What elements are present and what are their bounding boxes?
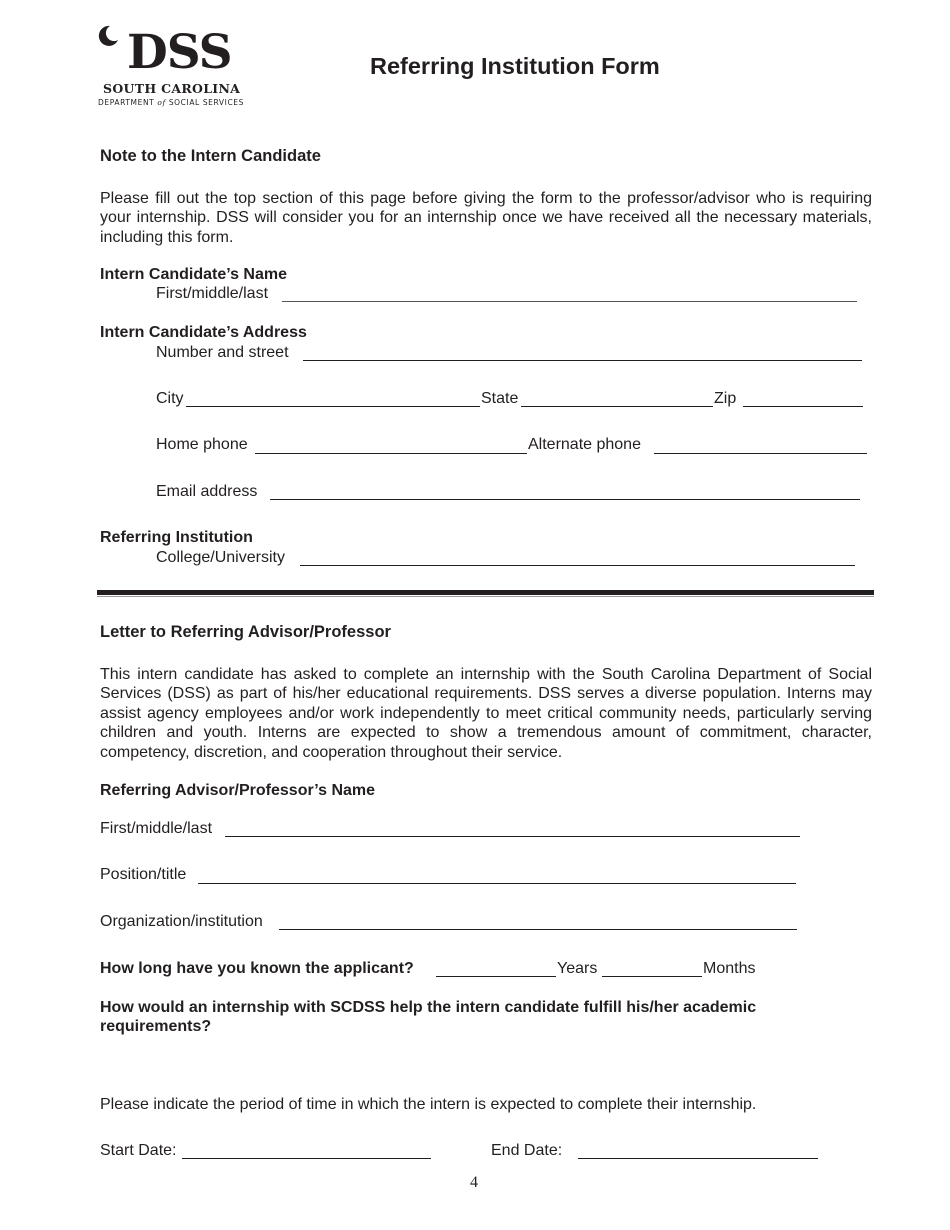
- page-number: 4: [470, 1174, 478, 1191]
- advisor-position-field[interactable]: [198, 883, 796, 884]
- page-title: Referring Institution Form: [370, 53, 660, 79]
- note-body: Please fill out the top section of this page before giving the form to the professor/advisor who is requiring your internship. DSS will consider you for an internship once we have received all the necessary materials, including this form.: [100, 190, 872, 246]
- advisor-name-field[interactable]: [225, 836, 800, 837]
- candidate-name-label: First/middle/last: [156, 285, 269, 302]
- home-phone-field[interactable]: [255, 453, 527, 454]
- advisor-organization-field[interactable]: [279, 929, 797, 930]
- advisor-organization-label: Organization/institution: [100, 913, 263, 930]
- logo-department-pre: DEPARTMENT: [98, 98, 155, 107]
- email-field[interactable]: [270, 499, 860, 500]
- dss-logo: [96, 24, 266, 110]
- city-field[interactable]: [186, 406, 480, 407]
- months-label: Months: [703, 960, 756, 977]
- logo-department: [98, 98, 244, 107]
- period-instruction: Please indicate the period of time in which the intern is expected to complete their internship.: [100, 1096, 757, 1113]
- candidate-address-heading: Intern Candidate’s Address: [100, 324, 307, 341]
- letter-heading: Letter to Referring Advisor/Professor: [100, 623, 391, 641]
- referring-institution-heading: Referring Institution: [100, 529, 253, 546]
- end-date-label: End Date:: [491, 1142, 563, 1159]
- section-divider-shadow: [97, 596, 874, 597]
- state-field[interactable]: [521, 406, 713, 407]
- logo-state: SOUTH CAROLINA: [103, 81, 241, 96]
- street-field[interactable]: [303, 360, 862, 361]
- candidate-name-heading: Intern Candidate’s Name: [100, 266, 288, 283]
- note-heading: Note to the Intern Candidate: [100, 147, 321, 165]
- known-months-field[interactable]: [602, 976, 702, 977]
- logo-department-post: SOCIAL SERVICES: [168, 98, 244, 107]
- logo-department-of: of: [157, 98, 166, 107]
- start-date-field[interactable]: [182, 1158, 431, 1159]
- college-label: College/University: [156, 549, 285, 566]
- section-divider: [97, 590, 874, 595]
- advisor-name-label: First/middle/last: [100, 820, 213, 837]
- college-field[interactable]: [300, 565, 855, 566]
- advisor-position-label: Position/title: [100, 866, 187, 883]
- known-years-field[interactable]: [436, 976, 556, 977]
- advisor-heading: Referring Advisor/Professor’s Name: [100, 782, 376, 799]
- state-label: State: [481, 390, 519, 407]
- street-label: Number and street: [156, 344, 289, 361]
- logo-acronym: DSS: [127, 25, 232, 80]
- zip-label: Zip: [714, 390, 737, 407]
- email-label: Email address: [156, 483, 258, 500]
- city-label: City: [156, 390, 184, 407]
- years-label: Years: [557, 960, 598, 977]
- letter-body: This intern candidate has asked to complete an internship with the South Carolina Department of Social Services (DSS) as part of his/her educational requirements. DSS serves a diverse population. Interns may assist agency employees and/or work independently to meet critical community needs, particularly serving children and youth. Interns are expected to show a tremendous amount of commitment, character, competency, discretion, and cooperation throughout their service.: [100, 666, 872, 761]
- home-phone-label: Home phone: [156, 436, 248, 453]
- crescent-moon-icon: [96, 24, 120, 48]
- alternate-phone-field[interactable]: [654, 453, 867, 454]
- alternate-phone-label: Alternate phone: [528, 436, 641, 453]
- start-date-label: Start Date:: [100, 1142, 177, 1159]
- candidate-name-field[interactable]: [282, 301, 857, 302]
- zip-field[interactable]: [743, 406, 863, 407]
- end-date-field[interactable]: [578, 1158, 818, 1159]
- known-question: How long have you known the applicant?: [100, 960, 414, 977]
- academic-question: How would an internship with SCDSS help the intern candidate fulfill his/her academic requirements?: [100, 999, 757, 1036]
